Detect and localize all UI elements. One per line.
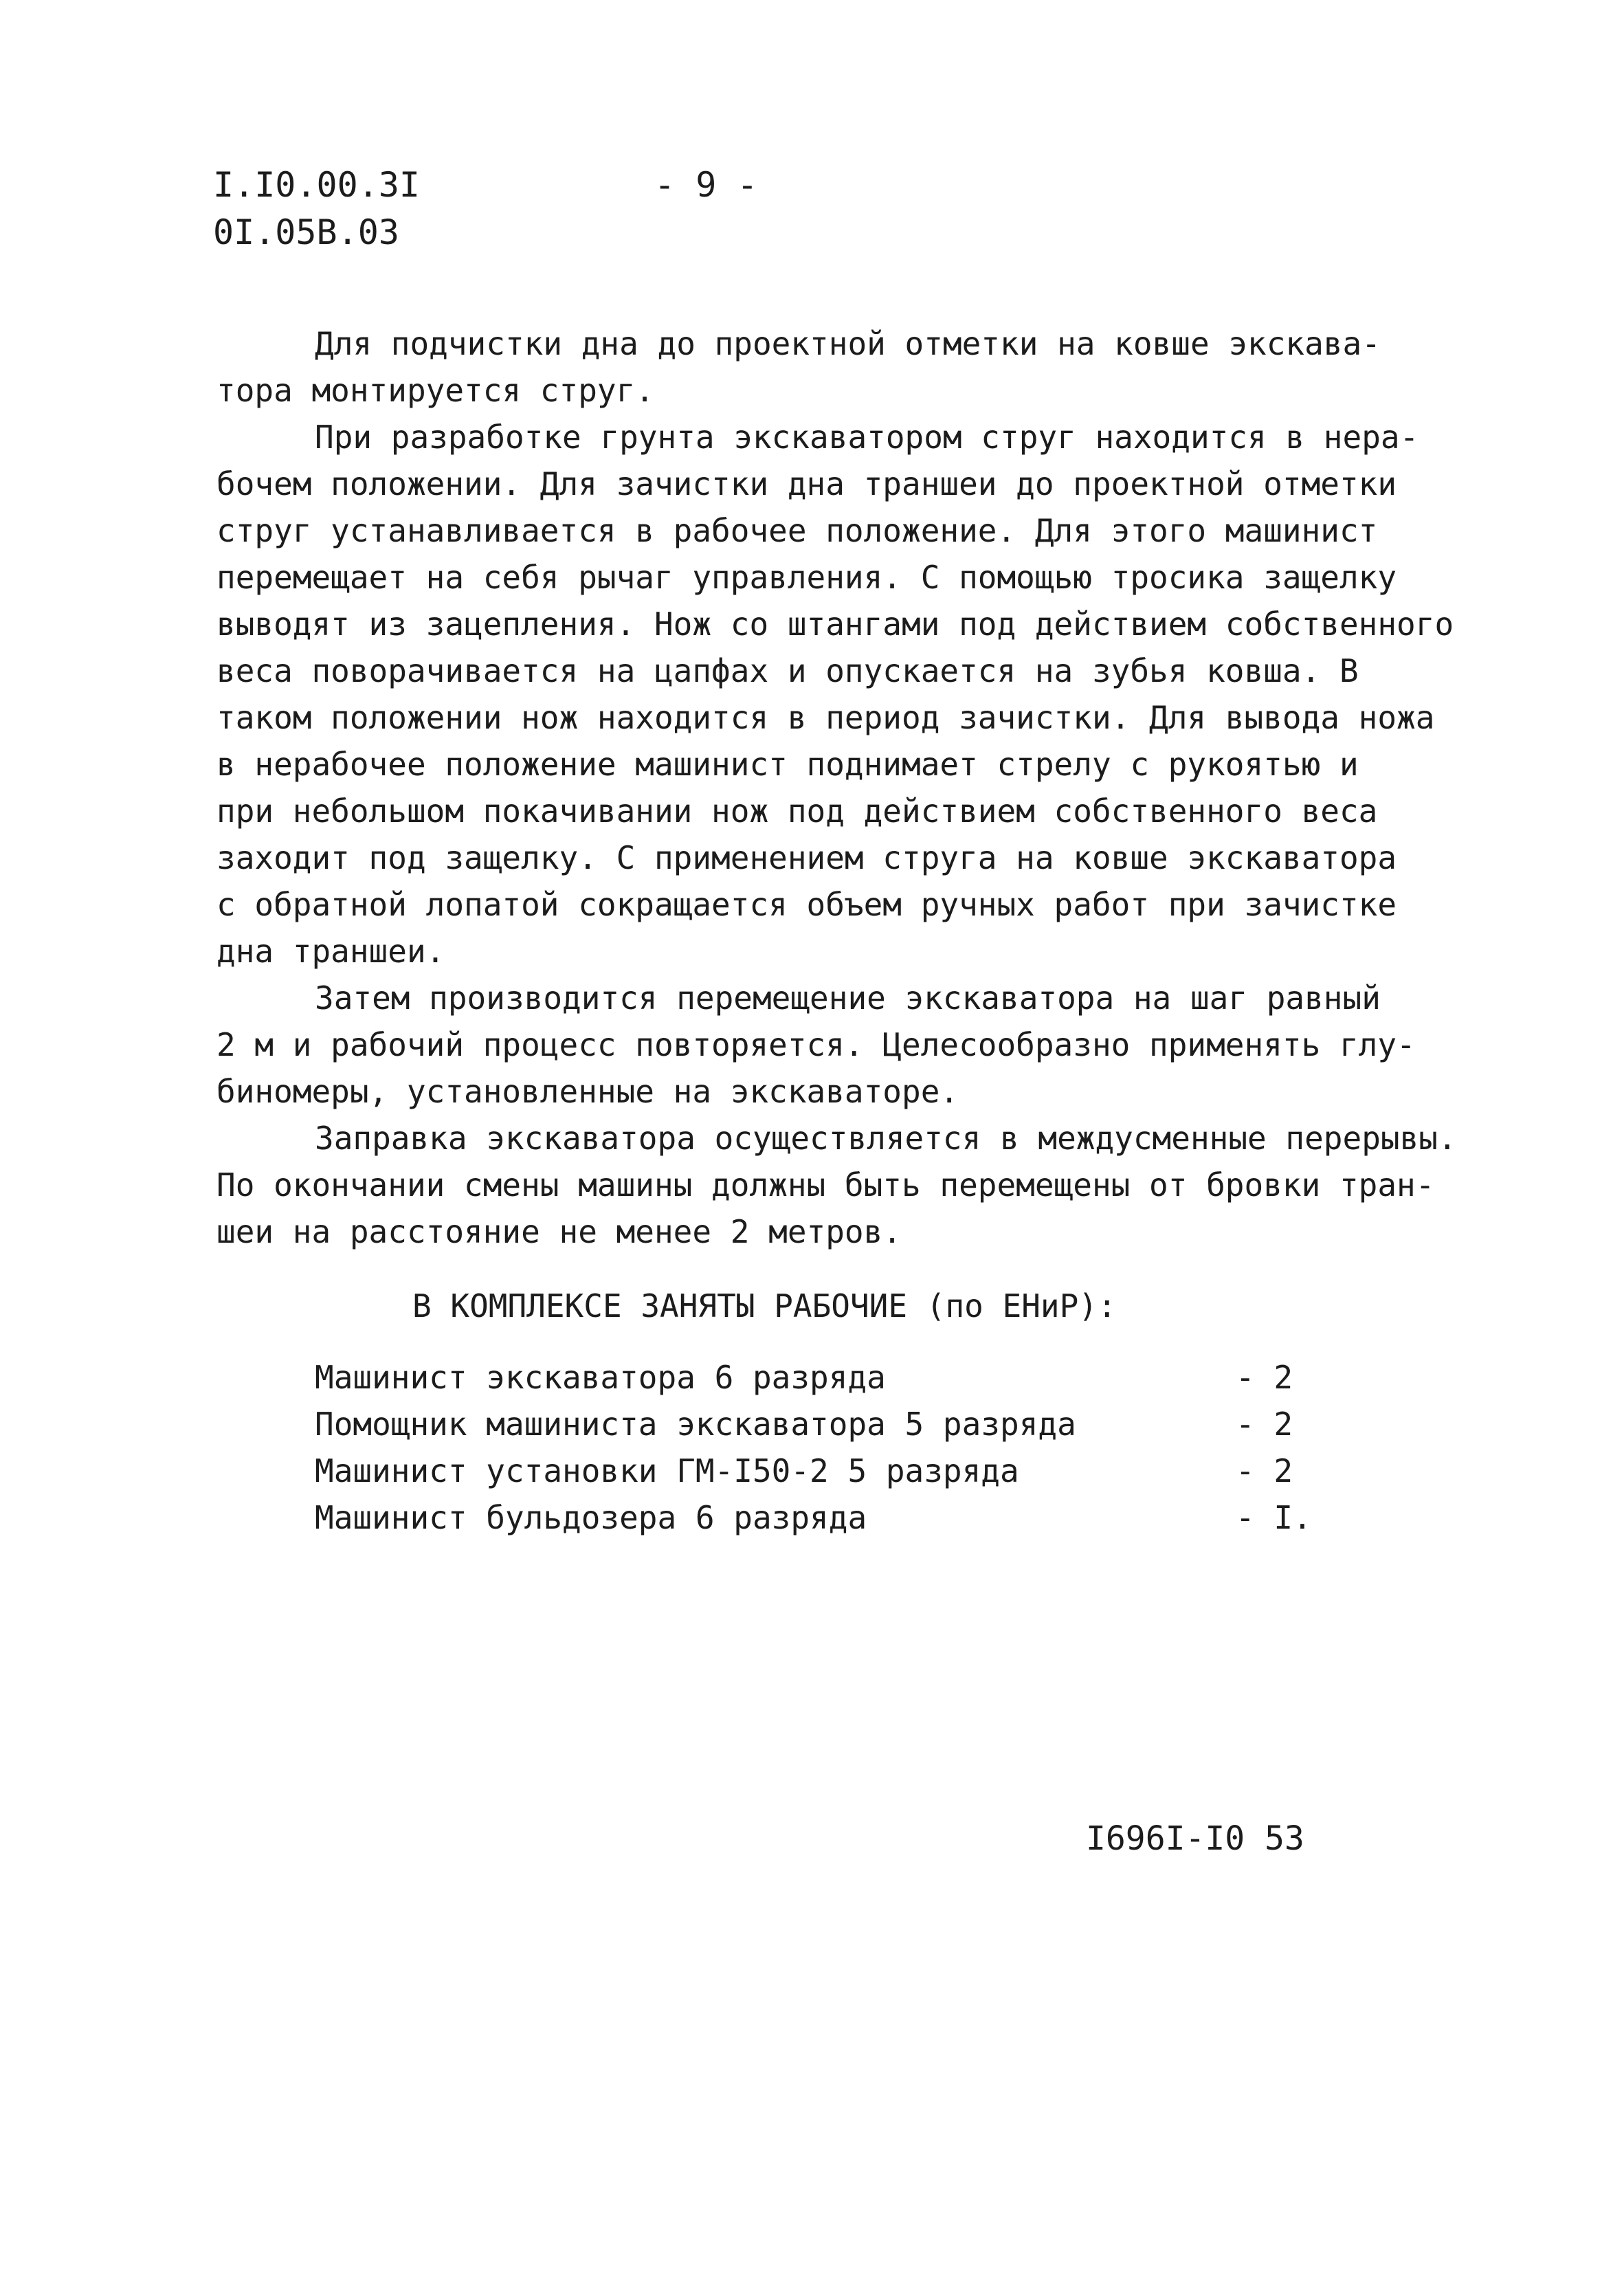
worker-label: Машинист экскаватора 6 разряда — [315, 1359, 886, 1396]
text-line: выводят из зацепления. Нож со штангами под действием собственного — [216, 606, 1454, 643]
worker-count: - 2 — [1236, 1359, 1293, 1396]
text-line: перемещает на себя рычаг управления. С помощью тросика защелку — [216, 559, 1397, 596]
workers-list — [315, 1354, 1311, 1541]
text-line: Заправка экскаватора осуществляется в междусменные перерывы. — [315, 1120, 1457, 1157]
page-number: - 9 - — [654, 165, 758, 205]
text-line: при небольшом покачивании нож под действием собственного веса — [216, 792, 1378, 830]
worker-label: Машинист бульдозера 6 разряда — [315, 1499, 867, 1536]
text-line: 2 м и рабочий процесс повторяется. Целесообразно применять глу- — [216, 1026, 1416, 1063]
text-line: шеи на расстояние не менее 2 метров. — [216, 1213, 902, 1250]
text-line: веса поворачивается на цапфах и опускается на зубья ковша. В — [216, 652, 1359, 689]
document-code-line-2: 0I.05В.03 — [213, 212, 399, 252]
document-code-line-1: I.I0.00.3I — [213, 165, 421, 205]
text-line: в нерабочее положение машинист поднимает стрелу с рукоятью и — [216, 746, 1359, 783]
worker-row — [315, 1354, 1311, 1401]
text-line: таком положении нож находится в период зачистки. Для вывода ножа — [216, 699, 1435, 736]
worker-count: - I. — [1236, 1499, 1312, 1536]
text-line: дна траншеи. — [216, 933, 445, 970]
paragraph-2 — [216, 414, 1481, 975]
text-line: По окончании смены машины должны быть перемещены от бровки тран- — [216, 1166, 1435, 1204]
paragraph-3 — [216, 975, 1481, 1115]
workers-heading: В КОМПЛЕКСЕ ЗАНЯТЫ РАБОЧИЕ (по ЕНиР): — [412, 1287, 1117, 1324]
paragraph-4 — [216, 1115, 1481, 1255]
text-line: биномеры, установленные на экскаваторе. — [216, 1073, 959, 1110]
text-line: Затем производится перемещение экскаватора на шаг равный — [315, 979, 1381, 1017]
text-line: Для подчистки дна до проектной отметки на ковше экскава- — [315, 325, 1381, 362]
text-line: струг устанавливается в рабочее положение. Для этого машинист — [216, 512, 1378, 549]
worker-row — [315, 1401, 1311, 1448]
worker-count: - 2 — [1236, 1406, 1293, 1443]
text-line: При разработке грунта экскаватором струг находится в нера- — [315, 419, 1419, 456]
worker-label: Машинист установки ГМ-I50-2 5 разряда — [315, 1452, 1019, 1489]
text-line: с обратной лопатой сокращается объем ручных работ при зачистке — [216, 886, 1397, 923]
text-line: заходит под защелку. С применением струга на ковше экскаватора — [216, 839, 1397, 876]
footer-document-code: I696I-I0 53 — [1086, 1819, 1304, 1858]
paragraph-1 — [216, 320, 1481, 414]
text-line: бочем положении. Для зачистки дна траншеи до проектной отметки — [216, 465, 1397, 502]
worker-row — [315, 1494, 1311, 1541]
text-line: тора монтируется струг. — [216, 372, 654, 409]
worker-count: - 2 — [1236, 1452, 1293, 1489]
worker-label: Помощник машиниста экскаватора 5 разряда — [315, 1406, 1076, 1443]
worker-row — [315, 1448, 1311, 1494]
